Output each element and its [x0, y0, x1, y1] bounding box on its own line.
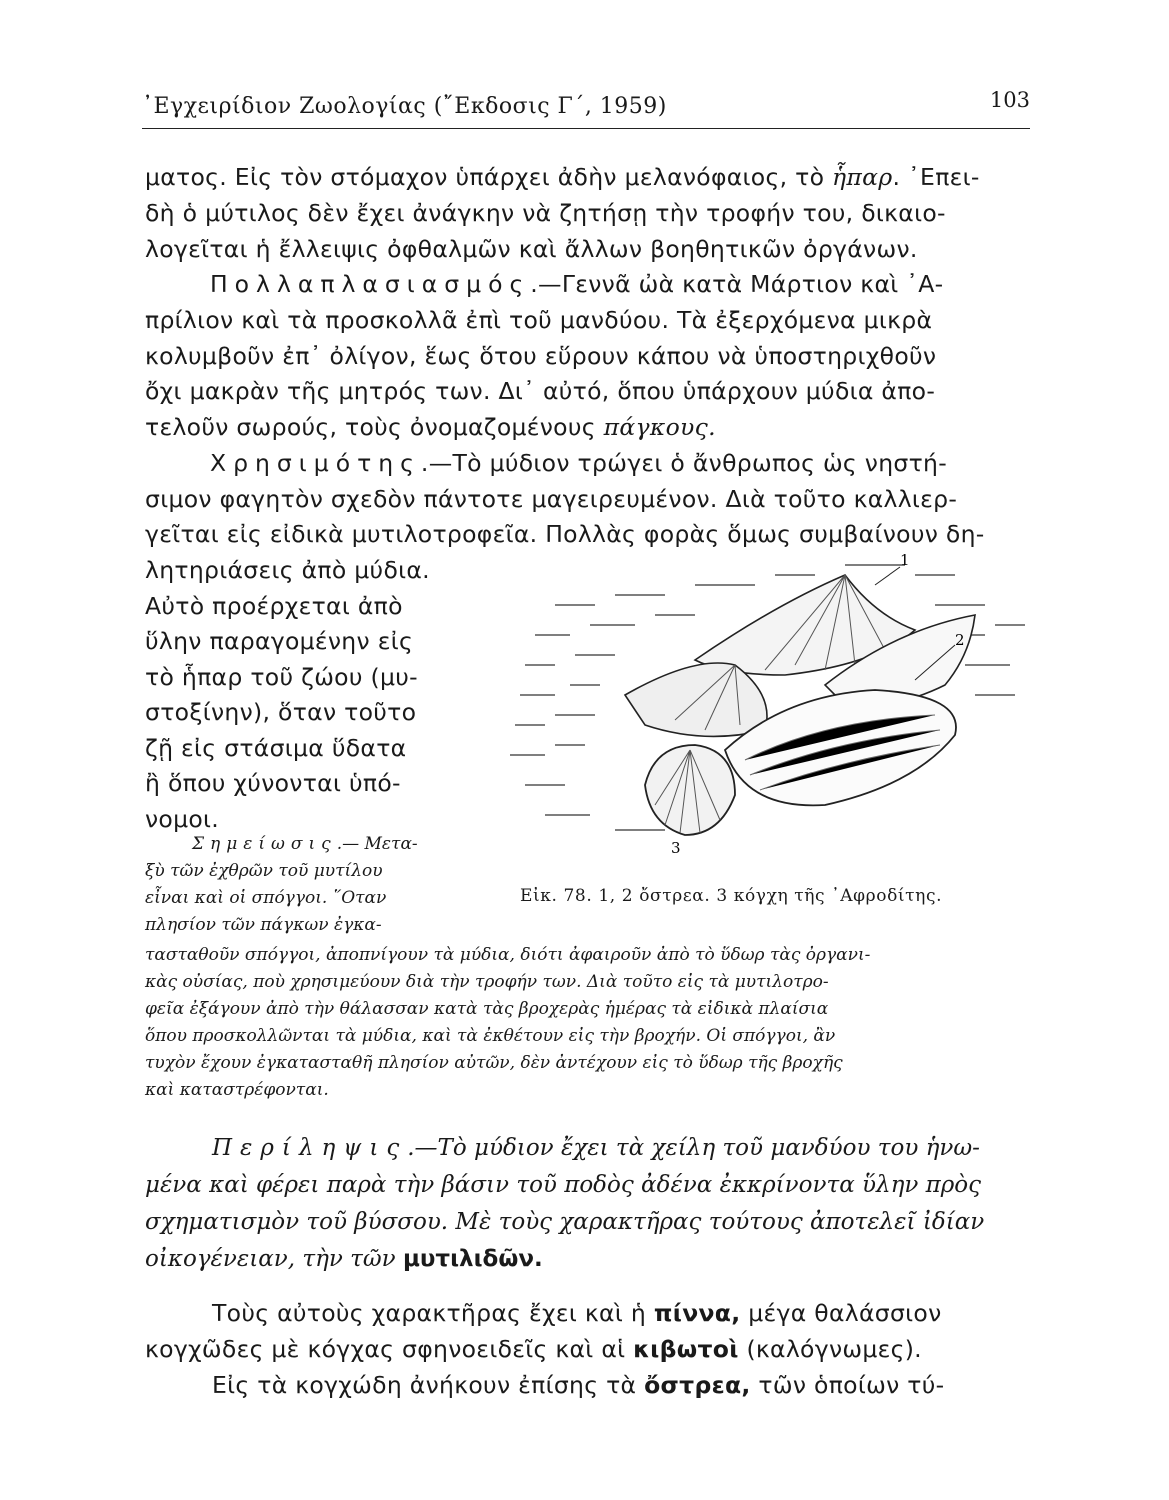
text-line: ὕλην παραγομένην εἰς — [145, 627, 414, 655]
bold-term: πίννα, — [653, 1299, 741, 1327]
text-line: ὄχι μακρὰν τῆς μητρός των. Δι᾿ αὐτό, ὅπου ὑπάρχουν μύδια ἀπο- — [145, 377, 936, 405]
text-line: καὶ καταστρέφονται. — [145, 1080, 329, 1100]
text-line: εἶναι καὶ οἱ σπόγγοι. ῞Οταν — [145, 888, 387, 908]
text-line: στοξίνην), ὅταν τοῦτο — [145, 698, 417, 726]
text-line: Εἰς τὰ κογχώδη ἀνήκουν ἐπίσης τὰ ὄστρεα, τῶν ὁποίων τύ- — [212, 1371, 945, 1399]
text-line: δὴ ὁ μύτιλος δὲν ἔχει ἀνάγκην νὰ ζητήσῃ τὴν τροφήν του, δικαιο- — [145, 199, 946, 227]
text-line: Περίληψις.—Τὸ μύδιον ἔχει τὰ χείλη τοῦ μανδύου του ἡνω- — [212, 1135, 980, 1161]
text-line: Αὐτὸ προέρχεται ἀπὸ — [145, 592, 403, 620]
text-line: γεῖται εἰς εἰδικὰ μυτιλοτροφεῖα. Πολλὰς φορὰς ὅμως συμβαίνουν δη- — [145, 520, 985, 548]
text-line: τὸ ἧπαρ τοῦ ζώου (μυ- — [145, 663, 418, 691]
figure-label-1: 1 — [900, 551, 910, 569]
section-heading: Χρησιμότης — [210, 449, 421, 477]
figure-label-3: 3 — [671, 839, 681, 855]
bold-term: ὄστρεα, — [644, 1371, 751, 1399]
text-line: λογεῖται ἡ ἔλλειψις ὀφθαλμῶν καὶ ἄλλων βοηθητικῶν ὀργάνων. — [145, 235, 918, 263]
text-line: τυχὸν ἔχουν ἐγκατασταθῆ πλησίον αὐτῶν, δὲν ἀντέχουν εἰς τὸ ὕδωρ τῆς βροχῆς — [145, 1053, 843, 1073]
text-line: τασταθοῦν σπόγγοι, ἀποπνίγουν τὰ μύδια, διότι ἀφαιροῦν ἀπὸ τὸ ὕδωρ τὰς ὀργανι- — [145, 945, 871, 965]
text-line: μένα καὶ φέρει παρὰ τὴν βάσιν τοῦ ποδὸς ἀδένα ἐκκρίνοντα ὕλην πρὸς — [145, 1172, 982, 1198]
bold-term: μυτιλιδῶν. — [402, 1246, 543, 1272]
text-line: τελοῦν σωρούς, τοὺς ὀνομαζομένους πάγκους. — [145, 413, 716, 441]
text-line: κὰς οὐσίας, ποὺ χρησιμεύουν διὰ τὴν τροφήν των. Διὰ τοῦτο εἰς τὰ μυτιλοτρο- — [145, 972, 829, 992]
figure-label-2: 2 — [955, 631, 965, 649]
text-line: Πολλαπλασιασμός.—Γεννᾶ ὠὰ κατὰ Μάρτιον καὶ ᾿Α- — [210, 270, 944, 298]
text-line: ὅπου προσκολλῶνται τὰ μύδια, καὶ τὰ ἐκθέτουν εἰς τὴν βροχήν. Οἱ σπόγγοι, ἂν — [145, 1026, 836, 1046]
text-line: ματος. Εἰς τὸν στόμαχον ὑπάρχει ἀδὴν μελανόφαιος, τὸ ἧπαρ. ᾿Επει- — [145, 163, 980, 191]
text-line: σιμον φαγητὸν σχεδὸν πάντοτε μαγειρευμένον. Διὰ τοῦτο καλλιερ- — [145, 485, 958, 513]
text-line: Σημείωσις.— Μετα- — [192, 834, 418, 854]
text-line: λητηριάσεις ἀπὸ μύδια. — [145, 556, 430, 584]
section-heading: Πολλαπλασιασμός — [210, 270, 531, 298]
oyster-shells-drawing — [495, 545, 1055, 855]
text-line: πρίλιον καὶ τὰ προσκολλᾶ ἐπὶ τοῦ μανδύου. Τὰ ἐξερχόμενα μικρὰ — [145, 306, 933, 334]
figure-caption: Εἰκ. 78. 1, 2 ὄστρεα. 3 κόγχη τῆς ᾿Αφροδίτης. — [520, 886, 943, 906]
text-line: ἢ ὅπου χύνονται ὑπό- — [145, 769, 401, 797]
bold-term: κιβωτοὶ — [633, 1335, 739, 1363]
summary-heading: Περίληψις — [212, 1135, 408, 1161]
text-line: ζῇ εἰς στάσιμα ὕδατα — [145, 734, 407, 762]
text-line: κολυμβοῦν ἐπ᾿ ὀλίγον, ἕως ὅτου εὕρουν κάπου νὰ ὑποστηριχθοῦν — [145, 342, 937, 370]
text-line: κογχῶδες μὲ κόγχας σφηνοειδεῖς καὶ αἱ κιβωτοὶ (καλόγνωμες). — [145, 1335, 922, 1363]
text-line: ξὺ τῶν ἐχθρῶν τοῦ μυτίλου — [145, 861, 383, 881]
page-header — [142, 88, 1030, 129]
text-line: πλησίον τῶν πάγκων ἐγκα- — [145, 915, 382, 935]
text-line: φεῖα ἐξάγουν ἀπὸ τὴν θάλασσαν κατὰ τὰς βροχερὰς ἡμέρας τὰ εἰδικὰ πλαίσια — [145, 999, 829, 1019]
text-line: σχηματισμὸν τοῦ βύσσου. Μὲ τοὺς χαρακτῆρας τούτους ἀποτελεῖ ἰδίαν — [145, 1209, 985, 1235]
shell-illustration — [495, 545, 1055, 855]
text-line: νομοι. — [145, 805, 220, 833]
text-line: οἰκογένειαν, τὴν τῶν μυτιλιδῶν. — [145, 1246, 543, 1272]
running-title: ᾿Εγχειρίδιον Ζωολογίας (῎Εκδοσις Γ΄, 1959) — [142, 94, 667, 119]
text-line: Χρησιμότης.—Τὸ μύδιον τρώγει ὁ ἄνθρωπος ὡς νηστή- — [210, 449, 948, 477]
text-line: Τοὺς αὐτοὺς χαρακτῆρας ἔχει καὶ ἡ πίννα, μέγα θαλάσσιον — [212, 1299, 942, 1327]
page-number: 103 — [989, 88, 1030, 112]
note-heading: Σημείωσις — [192, 834, 337, 854]
